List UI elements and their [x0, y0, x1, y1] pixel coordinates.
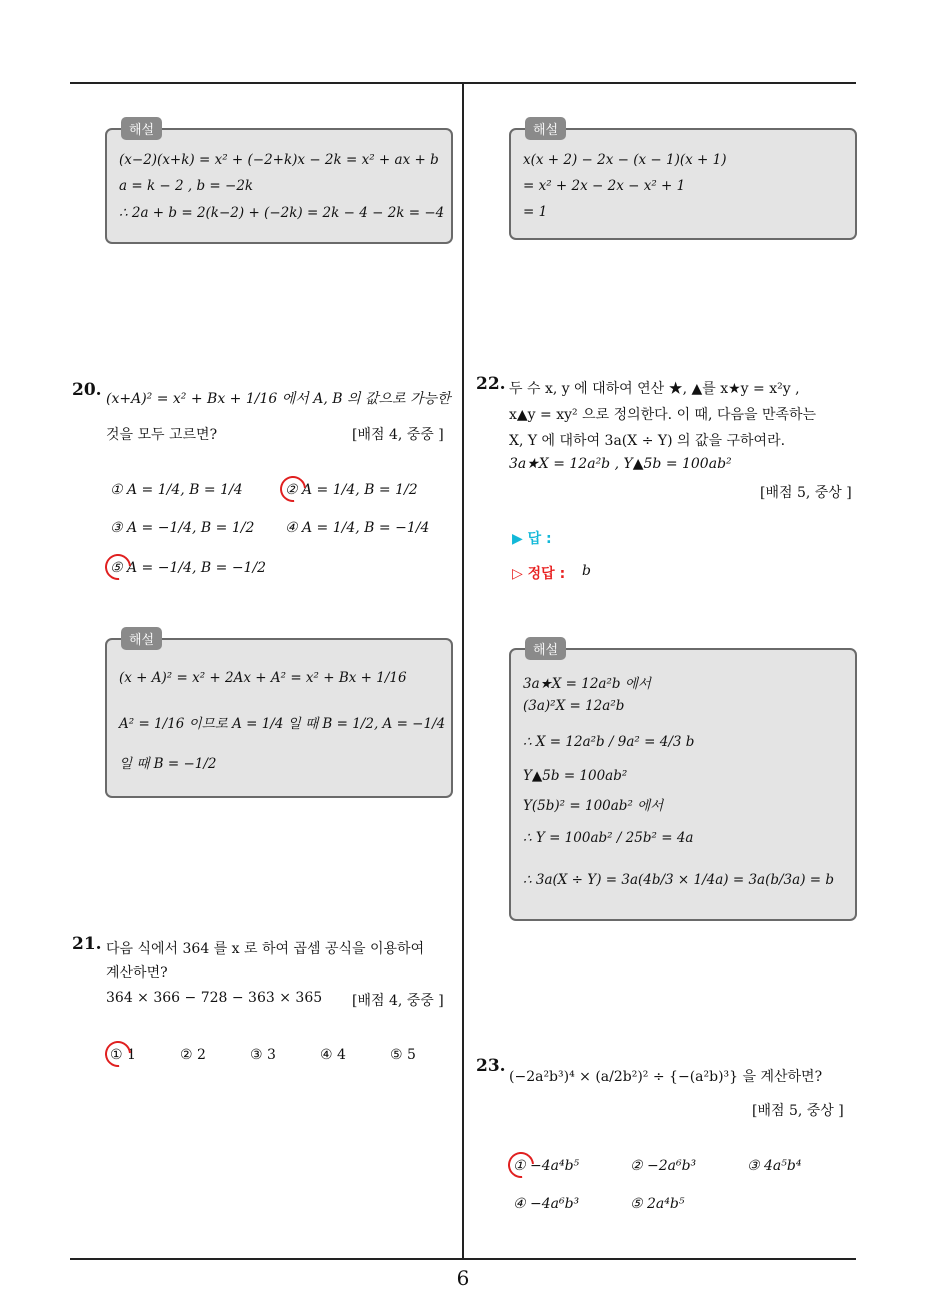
option-4[interactable]: ④ −4a⁶b³ — [513, 1196, 580, 1212]
solution-box-19 — [105, 123, 453, 244]
option-5[interactable]: ⑤ 2a⁴b⁵ — [630, 1196, 685, 1212]
option-2[interactable]: ② 2 — [180, 1047, 206, 1063]
solution-line: A² = 1/16 이므로 A = 1/4 일 때 B = 1/2, A = −1/4 — [119, 716, 446, 732]
score-level: [배점 4, 중중 ] — [352, 427, 444, 443]
option-1[interactable]: ① A = 1/4, B = 1/4 — [110, 482, 243, 498]
solution-line: (3a)²X = 12a²b — [523, 698, 625, 714]
solution-line: ∴ 3a(X ÷ Y) = 3a(4b/3 × 1/4a) = 3a(b/3a) = b — [523, 872, 835, 888]
score-level: [배점 5, 중상 ] — [752, 1103, 844, 1119]
option-5[interactable]: ⑤ 5 — [390, 1047, 416, 1063]
option-4[interactable]: ④ A = 1/4, B = −1/4 — [285, 520, 430, 536]
question-expression: 364 × 366 − 728 − 363 × 365 — [106, 990, 323, 1006]
selected-mark — [100, 1036, 137, 1073]
solution-tag: 해설 — [525, 637, 566, 660]
question-text: x▲y = xy² 으로 정의한다. 이 때, 다음을 만족하는 — [509, 407, 817, 423]
correct-answer-label: ▷ 정답 : — [512, 566, 566, 582]
solution-line: x(x + 2) − 2x − (x − 1)(x + 1) — [523, 152, 727, 168]
solution-line: Y▲5b = 100ab² — [523, 768, 628, 784]
solution-tag: 해설 — [525, 117, 566, 140]
bottom-rule — [70, 1258, 856, 1260]
question-text: 두 수 x, y 에 대하여 연산 ★, ▲를 x★y = x²y , — [509, 381, 800, 397]
solution-line: = x² + 2x − 2x − x² + 1 — [523, 178, 686, 194]
solution-box-22 — [509, 643, 857, 921]
question-number: 21. — [72, 934, 102, 954]
score-level: [배점 5, 중상 ] — [760, 485, 852, 501]
score-level: [배점 4, 중중 ] — [352, 993, 444, 1009]
selected-mark — [503, 1147, 540, 1184]
question-text: (−2a²b³)⁴ × (a/2b²)² ÷ {−(a²b)³} 을 계산하면? — [509, 1069, 823, 1085]
question-number: 22. — [476, 374, 506, 394]
option-4[interactable]: ④ 4 — [320, 1047, 346, 1063]
column-divider — [462, 84, 464, 1259]
option-3[interactable]: ③ 4a⁵b⁴ — [747, 1158, 802, 1174]
question-text: 것을 모두 고르면? — [106, 427, 218, 443]
question-number: 23. — [476, 1056, 506, 1076]
question-text: 다음 식에서 364 를 x 로 하여 곱셈 공식을 이용하여 — [106, 941, 425, 957]
solution-line: 일 때 B = −1/2 — [119, 756, 217, 772]
solution-line: Y(5b)² = 100ab² 에서 — [523, 798, 664, 814]
question-text: 계산하면? — [106, 965, 168, 981]
solution-line: ∴ X = 12a²b / 9a² = 4/3 b — [523, 734, 695, 750]
question-number: 20. — [72, 380, 102, 400]
question-text: (x+A)² = x² + Bx + 1/16 에서 A, B 의 값으로 가능한 — [106, 391, 451, 407]
solution-box-20 — [105, 633, 453, 798]
correct-answer-value: b — [582, 563, 591, 579]
option-2[interactable]: ② A = 1/4, B = 1/2 — [285, 482, 418, 498]
option-1[interactable]: ① −4a⁴b⁵ — [513, 1158, 580, 1174]
solution-box-21 — [509, 123, 857, 240]
solution-line: ∴ 2a + b = 2(k−2) + (−2k) = 2k − 4 − 2k = −4 — [119, 205, 445, 221]
page-number: 6 — [456, 1266, 470, 1290]
solution-line: ∴ Y = 100ab² / 25b² = 4a — [523, 830, 694, 846]
answer-label: ▶ 답 : — [512, 531, 552, 547]
question-condition: 3a★X = 12a²b , Y▲5b = 100ab² — [509, 456, 732, 472]
option-5[interactable]: ⑤ A = −1/4, B = −1/2 — [110, 560, 267, 576]
solution-line: 3a★X = 12a²b 에서 — [523, 676, 651, 692]
option-3[interactable]: ③ A = −1/4, B = 1/2 — [110, 520, 255, 536]
selected-mark — [275, 471, 312, 508]
option-1[interactable]: ① 1 — [110, 1047, 136, 1063]
solution-line: a = k − 2 , b = −2k — [119, 178, 254, 194]
option-2[interactable]: ② −2a⁶b³ — [630, 1158, 697, 1174]
solution-line: (x + A)² = x² + 2Ax + A² = x² + Bx + 1/16 — [119, 670, 407, 686]
solution-tag: 해설 — [121, 117, 162, 140]
option-3[interactable]: ③ 3 — [250, 1047, 276, 1063]
solution-tag: 해설 — [121, 627, 162, 650]
solution-line: = 1 — [523, 204, 548, 220]
question-text: X, Y 에 대하여 3a(X ÷ Y) 의 값을 구하여라. — [509, 433, 786, 449]
solution-line: (x−2)(x+k) = x² + (−2+k)x − 2k = x² + ax + b — [119, 152, 439, 168]
selected-mark — [100, 549, 137, 586]
